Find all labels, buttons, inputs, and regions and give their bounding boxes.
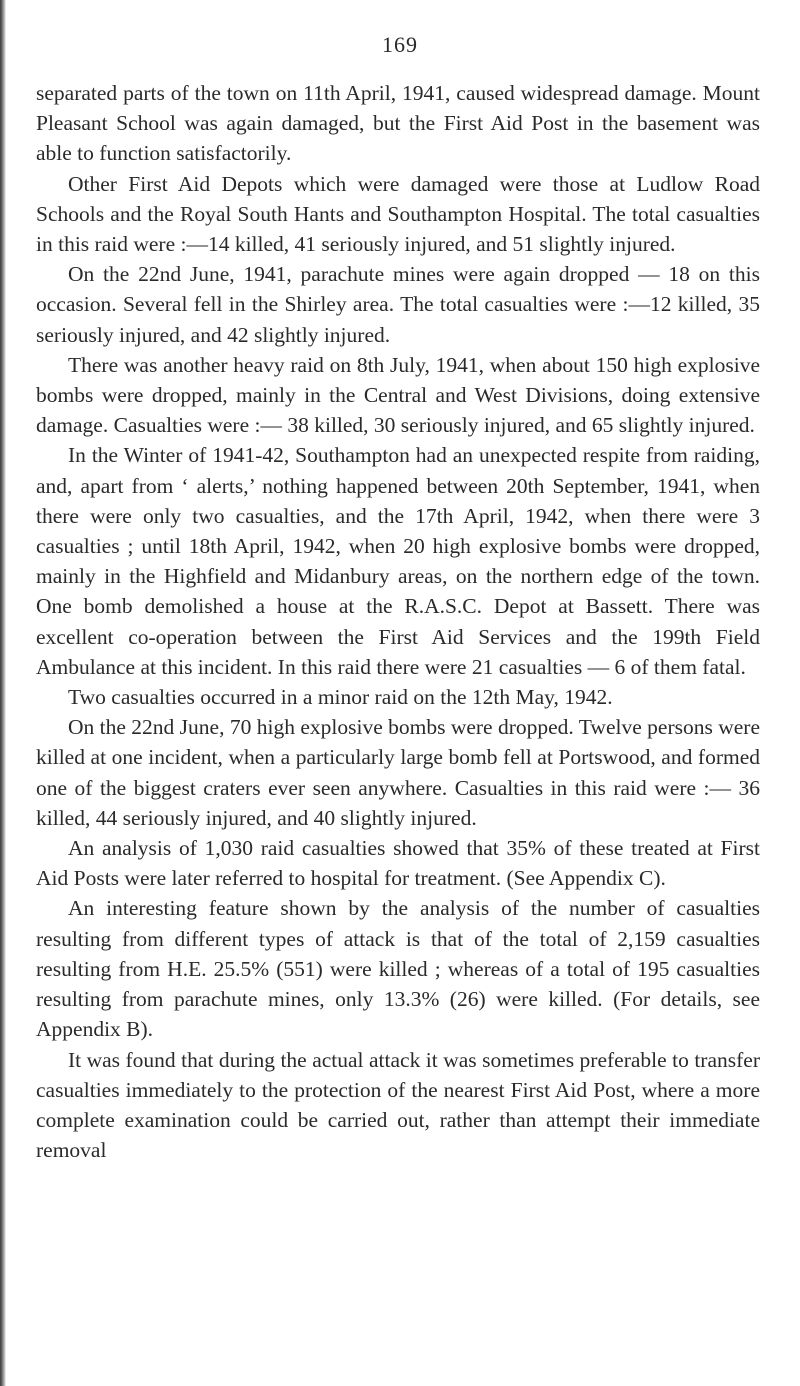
paragraph-2: Other First Aid Depots which were damaged were those at Ludlow Road Schools and the Royal South Hants and Southampton Hospital. The total casualties in this raid were :—14 killed, 41 seriously injured, and 51 slightly injured. xyxy=(36,171,760,257)
paragraph-6: Two casualties occurred in a minor raid on the 12th May, 1942. xyxy=(68,685,613,710)
paragraph-5: In the Winter of 1941-42, Southampton had an unexpected respite from raiding, and, apart from ‘ alerts,’ nothing happened between 20th September, 1941, when there were only two casualties, and the 17th April, 1942, when there were 3 casualties ; until 18th April, 1942, when 20 high explosive bombs were dropped, mainly in the Highfield and Midanbury areas, on the northern edge of the town. One bomb demolished a house at the R.A.S.C. Depot at Bassett. There was excellent co-operation between the First Aid Services and the 199th Field Ambulance at this incident. In this raid there were 21 casualties — 6 of them fatal. xyxy=(36,443,760,679)
paragraph-1: separated parts of the town on 11th April, 1941, caused widespread damage. Mount Pleasant School was again damaged, but the First Aid Post in the basement was able to function satisfactorily. xyxy=(36,81,760,166)
paragraph-8: An analysis of 1,030 raid casualties showed that 35% of these treated at First Aid Posts were later referred to hospital for treatment. (See Appendix C). xyxy=(36,836,760,891)
paragraph-7: On the 22nd June, 70 high explosive bombs were dropped. Twelve persons were killed at one incident, when a particularly large bomb fell at Portswood, and formed one of the biggest craters ever seen anywhere. Casualties in this raid were :— 36 killed, 44 seriously injured, and 40 slightly injured. xyxy=(36,715,760,830)
page-number: 169 xyxy=(382,32,418,57)
paragraph-10: It was found that during the actual attack it was sometimes preferable to transfer casualties immediately to the protection of the nearest First Aid Post, where a more complete examination could be carried out, rather than attempt their immediate removal xyxy=(36,1047,760,1163)
paragraph-4: There was another heavy raid on 8th July, 1941, when about 150 high explosive bombs were dropped, mainly in the Central and West Divisions, doing extensive damage. Casualties were :— 38 killed, 30 seriously injured, and 65 slightly injured. xyxy=(36,352,760,438)
paragraph-9: An interesting feature shown by the analysis of the number of casualties resulting from different types of attack is that of the total of 2,159 casualties resulting from H.E. 25.5% (551) were killed ; whereas of a total of 195 casualties resulting from parachute mines, only 13.3% (26) were killed. (For details, see Appendix B). xyxy=(36,896,760,1042)
paragraph-3: On the 22nd June, 1941, parachute mines were again dropped — 18 on this occasion. Several fell in the Shirley area. The total casualties were :—12 killed, 35 seriously injured, and 42 slightly injured. xyxy=(36,262,760,347)
body-text xyxy=(36,78,760,1165)
page-binding-edge xyxy=(0,0,6,1386)
